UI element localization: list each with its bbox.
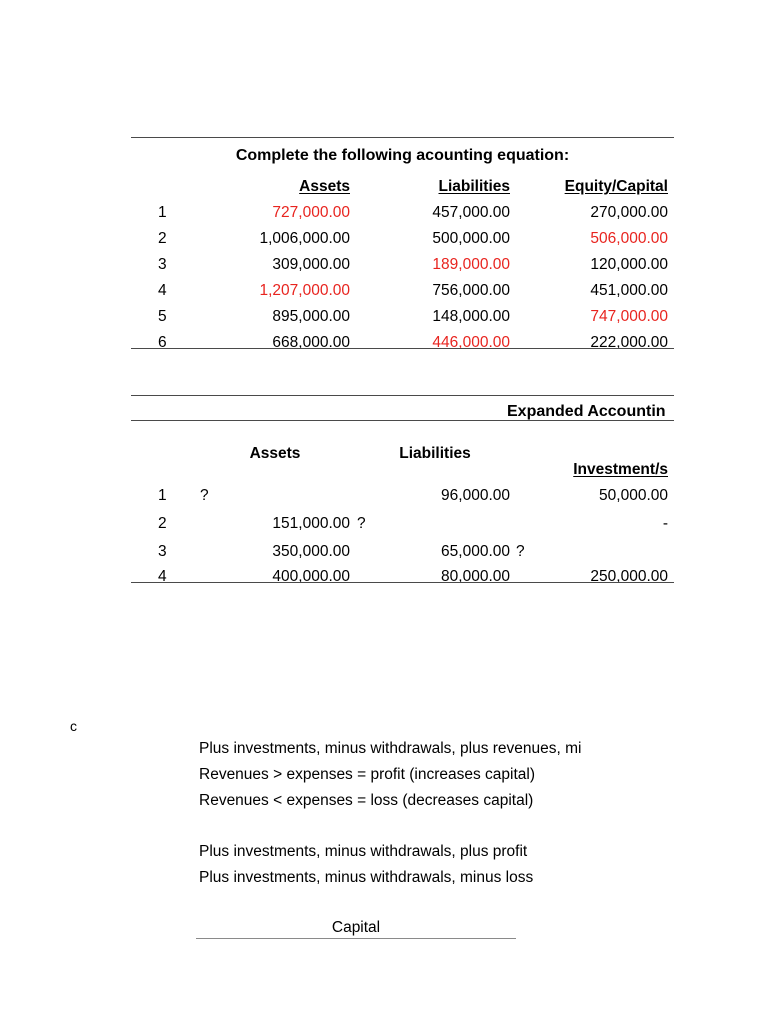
table-one-bottom-rule: [131, 348, 674, 349]
capital-label: Capital: [331, 919, 381, 936]
table-two-top-rule: [131, 395, 674, 396]
table-cell-liabilities: 189,000.00: [432, 256, 510, 273]
table-row-number: 6: [158, 334, 167, 351]
table-row-number: 2: [158, 230, 167, 247]
capital-underline-rule: [196, 938, 516, 939]
table-cell-assets: 1,207,000.00: [259, 282, 350, 299]
column-header-assets: Assets: [249, 445, 301, 462]
table-cell-assets: 350,000.00: [272, 543, 350, 560]
notes-line-minus-loss: Plus investments, minus withdrawals, minus loss: [199, 869, 534, 886]
column-header-liabilities: Liabilities: [399, 445, 471, 462]
table-row-number: 4: [158, 568, 167, 585]
table-cell-assets-unknown: ?: [200, 487, 209, 504]
table-two-bottom-rule: [131, 582, 674, 583]
table-cell-liabilities: 457,000.00: [432, 204, 510, 221]
column-header-equity-capital: Equity/Capital: [564, 178, 668, 195]
table-cell-equity: 120,000.00: [590, 256, 668, 273]
table-cell-assets: 1,006,000.00: [259, 230, 350, 247]
table-cell-assets: 895,000.00: [272, 308, 350, 325]
table-cell-liabilities: 500,000.00: [432, 230, 510, 247]
table-cell-liabilities: 96,000.00: [441, 487, 510, 504]
table-cell-investments: 50,000.00: [599, 487, 668, 504]
table-row-number: 1: [158, 487, 167, 504]
stray-marker-c: c: [70, 718, 77, 734]
table-row-number: 3: [158, 543, 167, 560]
table-cell-liabilities: 148,000.00: [432, 308, 510, 325]
table-row-number: 2: [158, 515, 167, 532]
table-cell-equity: 451,000.00: [590, 282, 668, 299]
table-cell-liabilities-unknown: ?: [516, 543, 525, 560]
table-row-number: 5: [158, 308, 167, 325]
notes-line-profit-rule: Revenues > expenses = profit (increases capital): [199, 766, 536, 783]
table-cell-equity: 747,000.00: [590, 308, 668, 325]
table-cell-assets: 151,000.00: [272, 515, 350, 532]
table-row-number: 4: [158, 282, 167, 299]
table-cell-investments: 250,000.00: [590, 568, 668, 585]
table-row-number: 3: [158, 256, 167, 273]
table-cell-liabilities: 80,000.00: [441, 568, 510, 585]
notes-line-loss-rule: Revenues < expenses = loss (decreases capital): [199, 792, 534, 809]
table-cell-assets-unknown: ?: [357, 515, 366, 532]
column-header-liabilities: Liabilities: [438, 178, 510, 195]
column-header-investments: Investment/s: [573, 461, 668, 478]
table-cell-liabilities: 65,000.00: [441, 543, 510, 560]
table-cell-liabilities: 756,000.00: [432, 282, 510, 299]
table-cell-assets: 400,000.00: [272, 568, 350, 585]
notes-line-plus-profit: Plus investments, minus withdrawals, plus profit: [199, 843, 528, 860]
table-cell-equity: 222,000.00: [590, 334, 668, 351]
table-two-header-rule: [131, 420, 674, 421]
table-cell-assets: 668,000.00: [272, 334, 350, 351]
table-cell-liabilities: 446,000.00: [432, 334, 510, 351]
table-cell-investments: -: [662, 515, 668, 532]
table-cell-assets: 309,000.00: [272, 256, 350, 273]
table-row-number: 1: [158, 204, 167, 221]
table-one-top-rule: [131, 137, 674, 138]
table-cell-equity: 506,000.00: [590, 230, 668, 247]
column-header-assets: Assets: [299, 178, 350, 195]
notes-line-clip: [199, 736, 676, 762]
table-cell-assets: 727,000.00: [272, 204, 350, 221]
notes-line-capital-formula: Plus investments, minus withdrawals, plus revenues, mi: [199, 740, 582, 757]
table-cell-equity: 270,000.00: [590, 204, 668, 221]
table-one-title: Complete the following acounting equation:: [235, 147, 570, 164]
table-two-banner: Expanded Accountin: [507, 403, 666, 420]
